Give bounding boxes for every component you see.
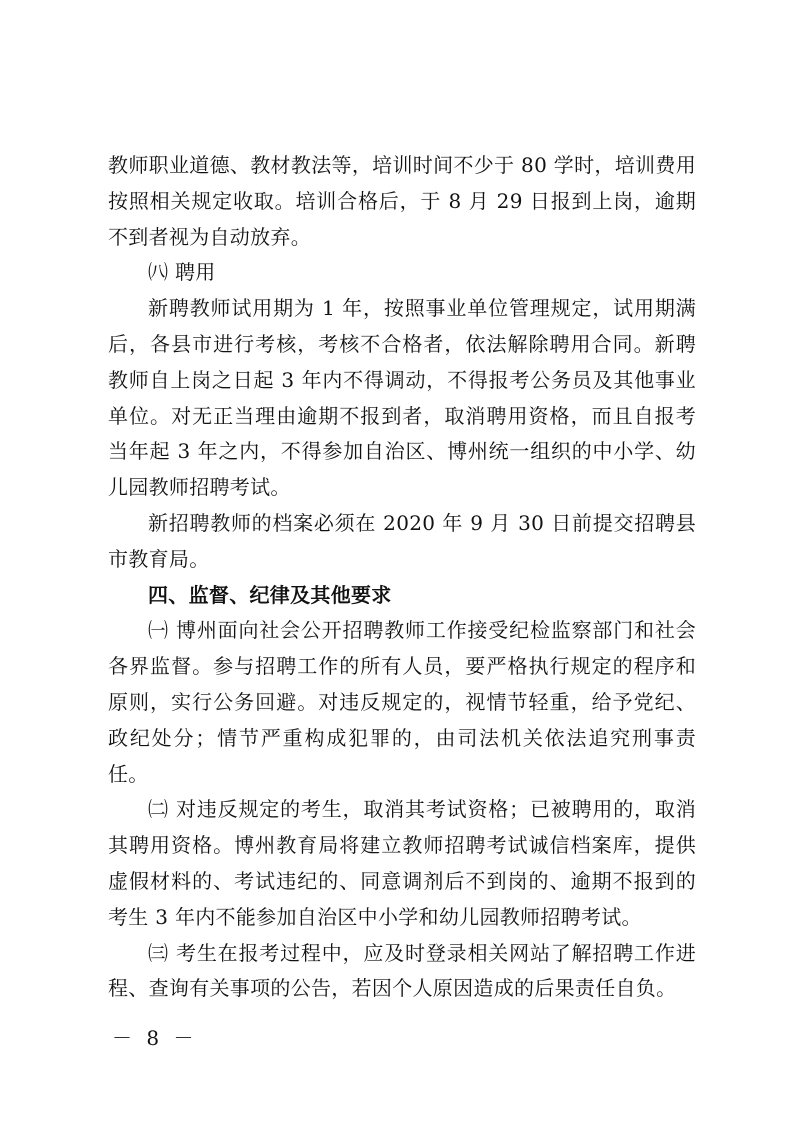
paragraph-training-continuation: 教师职业道德、教材教法等，培训时间不少于 80 学时，培训费用按照相关规定收取。培训合格后，于 8 月 29 日报到上岗，逾期不到者视为自动放弃。 bbox=[108, 153, 696, 249]
subheading-employment: ㈧ 聘用 bbox=[148, 260, 216, 285]
section-heading-supervision: 四、监督、纪律及其他要求 bbox=[148, 582, 392, 607]
paragraph-supervision: ㈠ 博州面向社会公开招聘教师工作接受纪检监察部门和社会各界监督。参与招聘工作的所有人员，要严格执行规定的程序和原则，实行公务回避。对违反规定的，视情节轻重，给予党纪、政纪处分；情节严重构成犯罪的，由司法机关依法追究刑事责任。 bbox=[108, 618, 696, 786]
paragraph-candidate-responsibility: ㈢ 考生在报考过程中，应及时登录相关网站了解招聘工作进程、查询有关事项的公告，若因个人原因造成的后果责任自负。 bbox=[108, 940, 696, 1001]
paragraph-violations: ㈡ 对违反规定的考生，取消其考试资格；已被聘用的，取消其聘用资格。博州教育局将建立教师招聘考试诚信档案库，提供虚假材料的、考试违纪的、同意调剂后不到岗的、逾期不报到的考生 3 年内不能参加自治区中小学和幼儿园教师招聘考试。 bbox=[108, 797, 696, 929]
document-body bbox=[108, 148, 696, 1007]
paragraph-probation: 新聘教师试用期为 1 年，按照事业单位管理规定，试用期满后，各县市进行考核，考核不合格者，依法解除聘用合同。新聘教师自上岗之日起 3 年内不得调动，不得报考公务员及其他事业单位。对无正当理由逾期不报到者，取消聘用资格，而且自报考当年起 3 年之内，不得参加自治区、博州统一组织的中小学、幼儿园教师招聘考试。 bbox=[108, 296, 696, 500]
page-number: － 8 － bbox=[112, 1026, 198, 1050]
paragraph-archive-deadline: 新招聘教师的档案必须在 2020 年 9 月 30 日前提交招聘县市教育局。 bbox=[108, 510, 696, 571]
